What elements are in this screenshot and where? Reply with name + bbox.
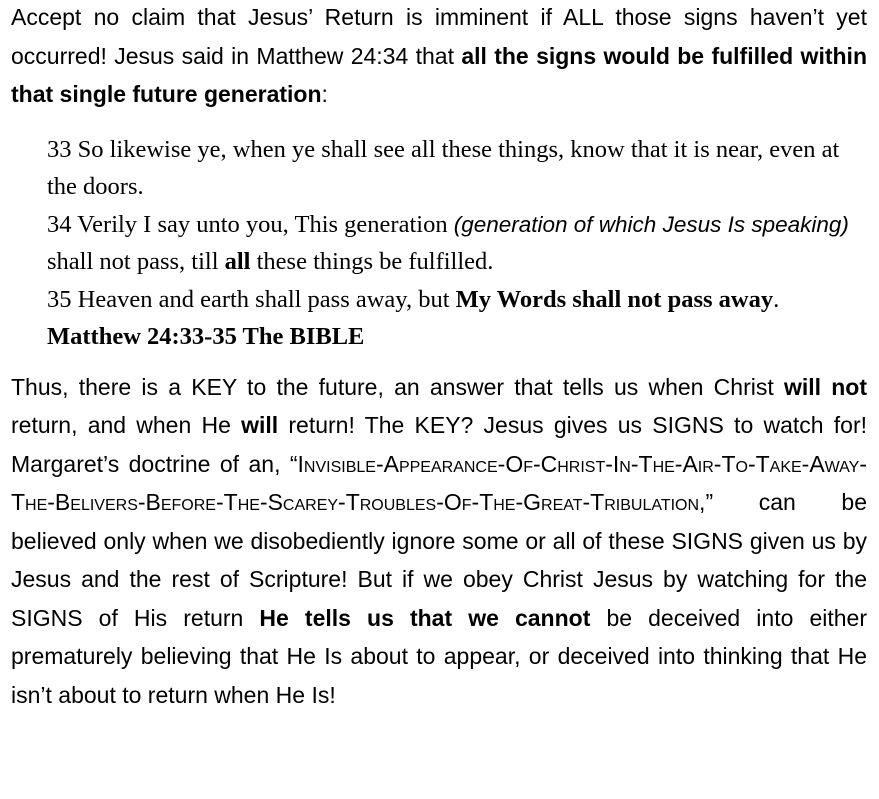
intro-text: Accept no claim that Jesus’ Return is imminent if ALL those signs haven’t yet occurred! Jesus said in Matthew 24:34 that	[11, 4, 867, 69]
body-emphasis-1: will not	[783, 373, 867, 400]
verse-34-note: (generation of which Jesus Is speaking)	[453, 211, 849, 237]
verse-35	[47, 281, 857, 319]
body-text-5: be deceived into either prematurely believing that He Is about to appear, or deceived into thinking that He isn’t about to return when He Is!	[11, 604, 868, 708]
body-text-4: ” can be believed only when we disobediently ignore some or all of these SIGNS given us by Jesus and the rest of Scripture! But if we obey Christ Jesus by watching for the SIGNS of His return	[11, 489, 867, 631]
body-text-2: return, and when He	[11, 412, 242, 438]
intro-emphasis: all the signs would be fulfilled within that single future generation	[11, 42, 867, 107]
body-text-1: Thus, there is a KEY to the future, an answer that tells us when Christ	[11, 373, 784, 400]
scripture-quote	[47, 131, 867, 356]
body-emphasis-2: will	[241, 412, 279, 438]
scripture-reference: Matthew 24:33-35 The BIBLE	[47, 323, 365, 350]
verse-34-text-2: shall not pass, till	[47, 248, 225, 275]
verse-33: 33 So likewise ye, when ye shall see all these things, know that it is near, even at the doors.	[47, 135, 840, 200]
verse-35-text: 35 Heaven and earth shall pass away, but	[47, 285, 456, 313]
body-paragraph	[11, 368, 867, 715]
body-emphasis-3: He tells us that we cannot	[259, 604, 591, 631]
verse-35-period: .	[773, 285, 780, 313]
verse-34-text: 34 Verily I say unto you, This generation	[47, 210, 454, 238]
doctrine-smallcaps: Invisible-Appearance-Of-Christ-In-The-Air-To-Take-Away-The-Belivers-Before-The-Scarey-Troubles-Of-The-Great-Tribulation,	[11, 450, 867, 515]
verse-34	[47, 206, 857, 281]
verse-34-text-3: these things be fulfilled.	[250, 248, 494, 275]
intro-colon: :	[321, 81, 328, 107]
intro-paragraph	[11, 0, 867, 114]
body-text-3: return! The KEY? Jesus gives us SIGNS to watch for! Margaret’s doctrine of an, “	[11, 412, 867, 477]
verse-35-emphasis: My Words shall not pass away	[455, 285, 774, 313]
verse-34-emphasis: all	[224, 248, 251, 275]
